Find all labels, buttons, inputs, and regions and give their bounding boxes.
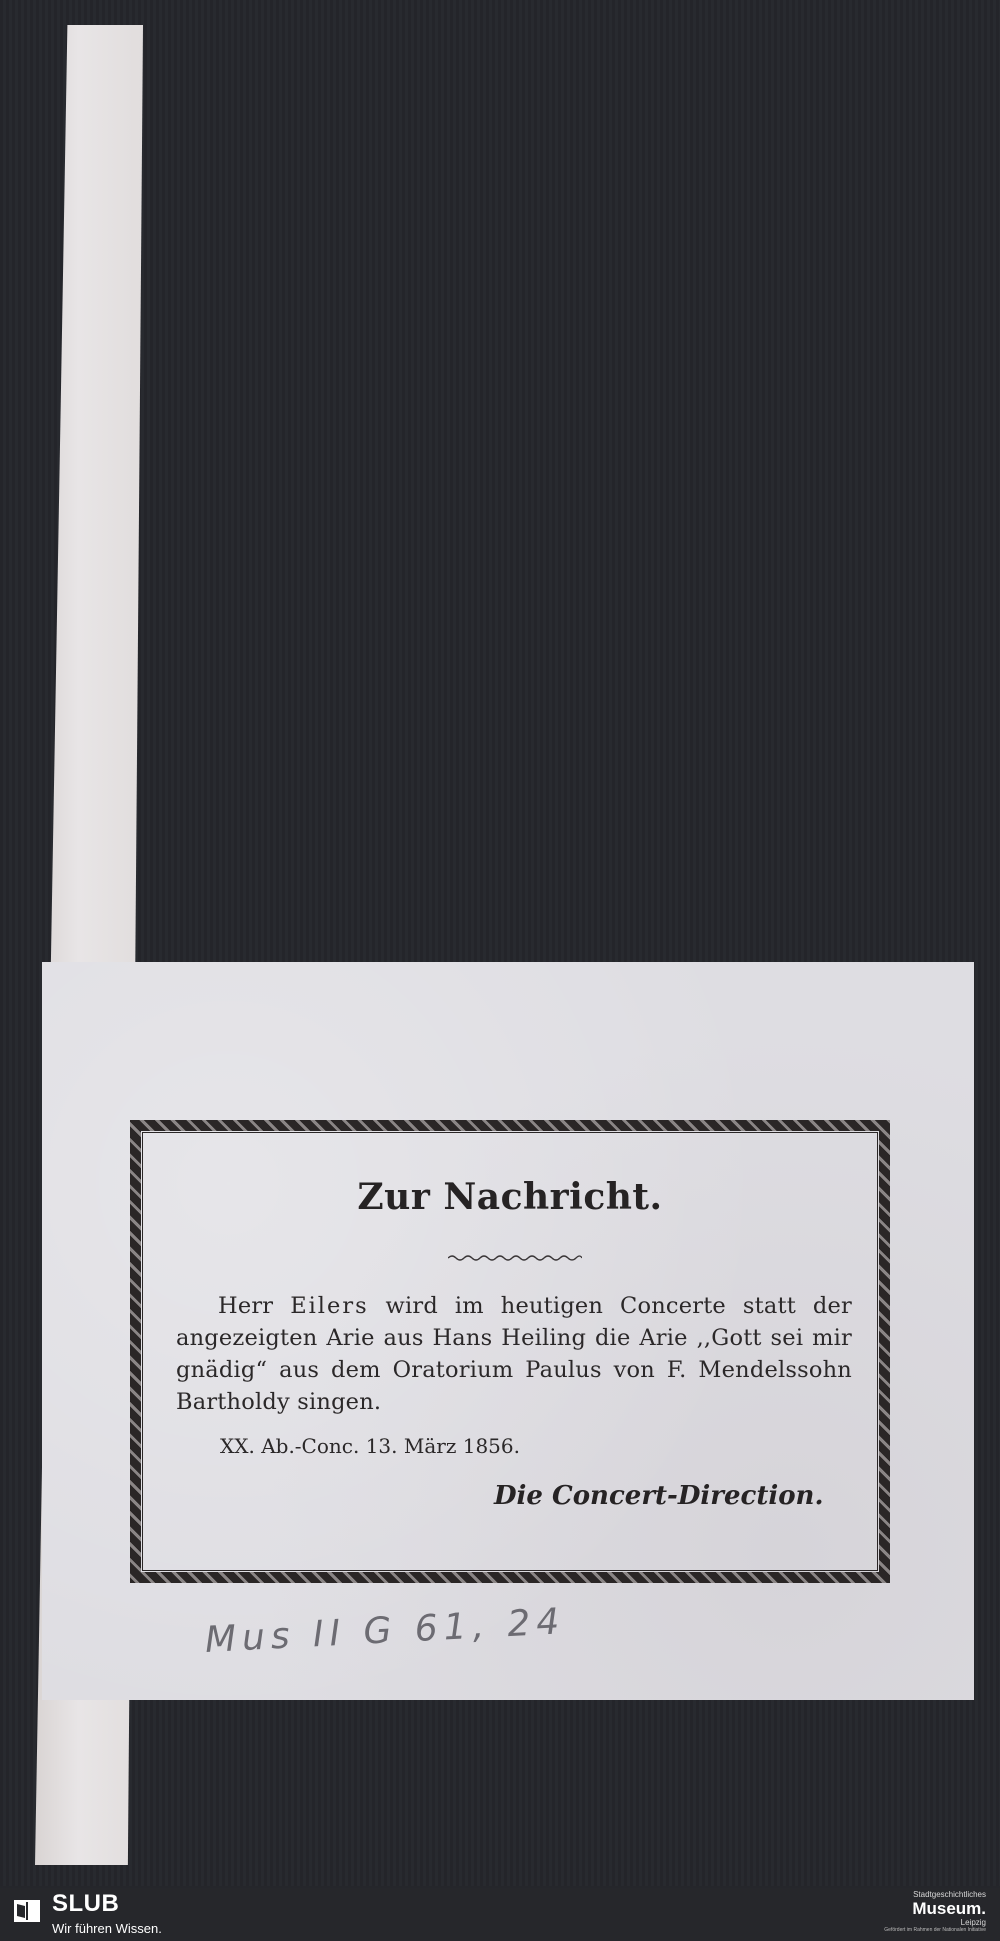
museum-city: Leipzig bbox=[960, 1918, 986, 1927]
slub-name: SLUB bbox=[52, 1890, 120, 1917]
museum-small-text: Stadtgeschichtliches bbox=[913, 1890, 986, 1899]
museum-fine-print: Gefördert im Rahmen der Nationalen Initiative bbox=[884, 1927, 986, 1933]
signature: Die Concert-Direction. bbox=[494, 1481, 824, 1511]
slub-book-icon bbox=[12, 1896, 42, 1926]
notice-body-prefix: Herr bbox=[218, 1293, 291, 1319]
museum-name: Museum. bbox=[912, 1899, 986, 1918]
notice-body-rest: wird im heutigen Concerte statt der angezeigten Arie aus Hans Heiling die Arie ,,Gott sei mir gnädig“ aus dem Oratorium Paulus von F. Mendelssohn Bartholdy singen. bbox=[176, 1293, 852, 1415]
handwritten-shelfmark: Mus II G 61, 24 bbox=[203, 1601, 567, 1661]
museum-logo bbox=[826, 1890, 986, 1934]
concert-date-line: XX. Ab.-Conc. 13. März 1856. bbox=[220, 1434, 520, 1458]
notice-heading: Zur Nachricht. bbox=[357, 1176, 663, 1218]
singer-name: Eilers bbox=[290, 1293, 369, 1319]
flourish-divider bbox=[448, 1253, 582, 1263]
notice-body bbox=[176, 1290, 852, 1418]
slub-tagline: Wir führen Wissen. bbox=[52, 1921, 162, 1936]
